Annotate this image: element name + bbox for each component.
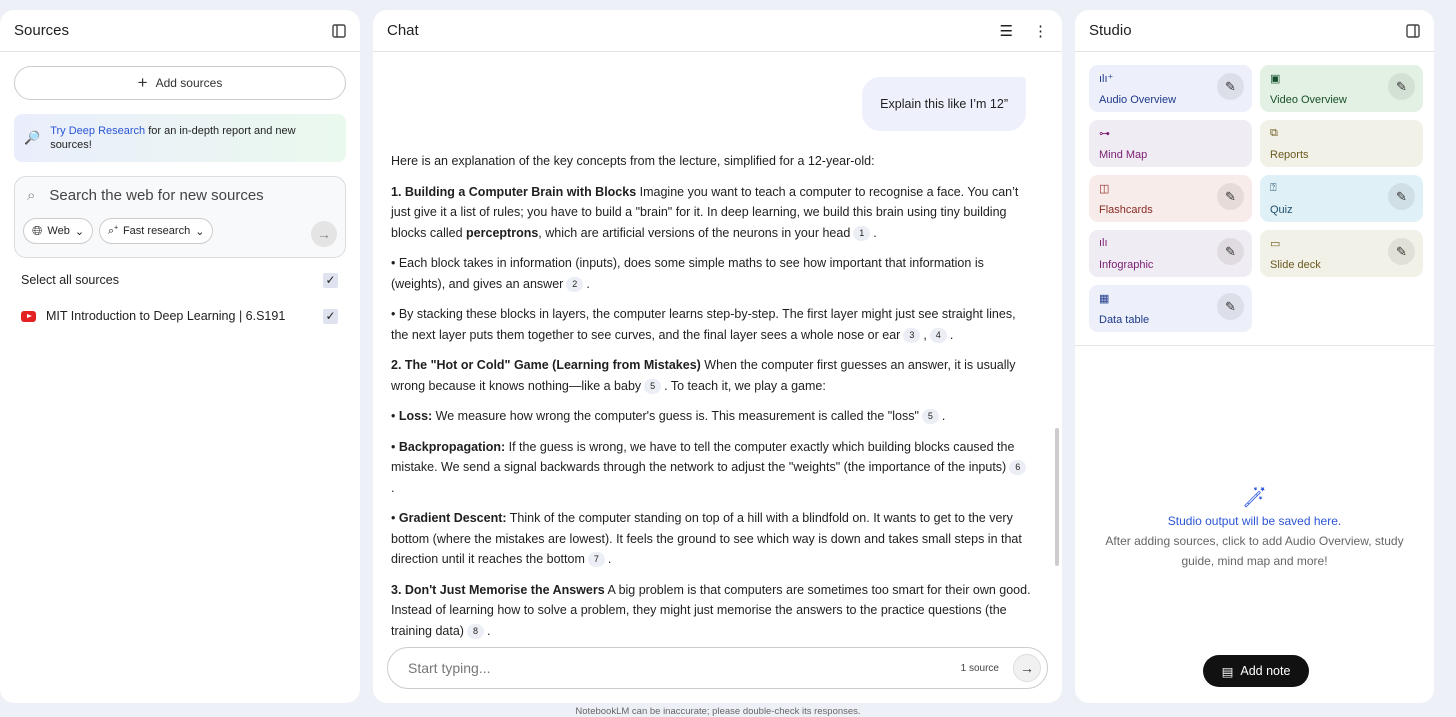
- empty-description: After adding sources, click to add Audio Overview, study guide, mind map and more!: [1105, 534, 1404, 568]
- message-paragraph: [391, 355, 1032, 396]
- message-text: .: [949, 327, 954, 342]
- studio-tile-flashcards[interactable]: [1089, 175, 1252, 222]
- studio-tile-audio-overview[interactable]: [1089, 65, 1252, 112]
- citation-chip[interactable]: 8: [467, 624, 484, 639]
- add-sources-button[interactable]: [14, 66, 346, 100]
- source-title: MIT Introduction to Deep Learning | 6.S191: [46, 309, 286, 323]
- message-text: We measure how wrong the computer's guess is. This measurement is called the "loss": [432, 409, 919, 423]
- add-note-label: Add note: [1240, 664, 1291, 678]
- message-text: .: [607, 552, 612, 566]
- deep-research-text: for an in-depth report and new sources!: [50, 125, 296, 151]
- tile-label: Audio Overview: [1099, 94, 1177, 106]
- chat-panel: [373, 10, 1062, 703]
- studio-tile-reports[interactable]: [1260, 120, 1423, 167]
- message-text: If the guess is wrong, we have to tell the computer exactly which building blocks caused the mistake. We send a signal backwards through the network to adjust the "weights" (the importance of the inputs): [391, 439, 1015, 474]
- studio-tile-slide-deck[interactable]: [1260, 230, 1423, 277]
- studio-tile-data-table[interactable]: [1089, 285, 1252, 332]
- more-vert-icon[interactable]: ⋮: [1033, 22, 1048, 40]
- tile-icon: ▭: [1270, 238, 1281, 250]
- studio-empty-state: [1075, 485, 1434, 571]
- web-search-box: [14, 176, 346, 258]
- message-text: Imagine you want to teach a computer to recognise a face. You can’t just give it a list of rules; you have to build a "brain" for it. In deep learning, we build this brain using tiny building blocks called: [391, 184, 1019, 240]
- sparkle-search-icon: ⌕⁺: [108, 224, 118, 237]
- message-text: .: [941, 409, 946, 423]
- studio-tile-infographic[interactable]: [1089, 230, 1252, 277]
- search-icon: ⌕: [27, 187, 36, 204]
- edit-pencil-icon[interactable]: ✎: [1217, 73, 1244, 100]
- source-item[interactable]: [0, 298, 360, 334]
- tile-icon: ⧉: [1270, 127, 1278, 139]
- citation-chip[interactable]: 7: [588, 552, 605, 567]
- message-text: •: [391, 409, 399, 423]
- citation-chip[interactable]: 5: [644, 379, 661, 394]
- message-text: .: [486, 623, 491, 638]
- message-text: . To teach it, we play a game:: [664, 378, 826, 393]
- research-label: Fast research: [122, 225, 191, 237]
- collapse-panel-icon[interactable]: [1406, 24, 1420, 38]
- studio-tiles: [1075, 52, 1434, 346]
- message-paragraph: [391, 406, 1032, 427]
- assistant-message: [391, 131, 1032, 641]
- tile-icon: ılı: [1099, 237, 1108, 249]
- search-submit-button[interactable]: →: [311, 221, 337, 247]
- note-icon: ▤: [1221, 664, 1234, 679]
- web-label: Web: [47, 225, 70, 237]
- studio-panel: [1075, 10, 1434, 703]
- chevron-down-icon: ⌄: [195, 225, 205, 238]
- message-text: When the computer first guesses an answer, it is usually wrong because it knows nothing—like a baby: [391, 358, 1016, 393]
- studio-title: Studio: [1089, 22, 1132, 39]
- message-text: A big problem is that computers are sometimes too smart for their own good. Instead of learning how to solve a problem, they might just memorise the answers to the practice questions (the training data): [391, 582, 1031, 638]
- message-text: .: [873, 225, 877, 240]
- edit-pencil-icon[interactable]: ✎: [1388, 238, 1415, 265]
- studio-tile-mind-map[interactable]: [1089, 120, 1252, 167]
- sources-title: Sources: [14, 22, 70, 39]
- message-paragraph: [391, 437, 1032, 499]
- studio-tile-video-overview[interactable]: [1260, 65, 1423, 112]
- message-text: Think of the computer standing on top of a hill with a blindfold on. It wants to get to the very bottom (where the mistakes are lowest). It feels the ground to see which way is down and takes small steps in that direction until it reaches the bottom: [391, 511, 1022, 566]
- message-text: •: [391, 511, 399, 525]
- source-count: 1 source: [960, 662, 999, 674]
- edit-pencil-icon[interactable]: ✎: [1217, 238, 1244, 265]
- tile-icon: ılı⁺: [1099, 73, 1114, 85]
- citation-chip[interactable]: 1: [853, 226, 870, 241]
- select-all-row[interactable]: [0, 262, 360, 298]
- select-all-checkbox[interactable]: ✓: [323, 273, 338, 288]
- message-paragraph: [391, 508, 1032, 570]
- tile-icon: ⊶: [1099, 128, 1110, 140]
- chat-input[interactable]: [387, 647, 1048, 689]
- chat-messages: [373, 53, 1062, 643]
- research-mode-dropdown[interactable]: [99, 218, 213, 244]
- citation-chip[interactable]: 6: [1009, 460, 1026, 475]
- sources-panel: [0, 10, 360, 703]
- globe-icon: 🌐︎: [32, 223, 43, 238]
- message-text: 2. The "Hot or Cold" Game (Learning from Mistakes): [391, 358, 701, 372]
- send-button[interactable]: →: [1013, 654, 1041, 682]
- citation-chip[interactable]: 4: [930, 328, 947, 343]
- message-text: 3. Don't Just Memorise the Answers: [391, 582, 605, 597]
- message-text: ,: [923, 327, 927, 342]
- edit-pencil-icon[interactable]: ✎: [1388, 73, 1415, 100]
- tile-icon: ▣: [1270, 73, 1281, 85]
- tile-label: Slide deck: [1270, 259, 1321, 271]
- message-text: Loss:: [398, 409, 433, 423]
- tile-label: Mind Map: [1099, 149, 1148, 161]
- edit-pencil-icon[interactable]: ✎: [1217, 183, 1244, 210]
- chat-scrollbar[interactable]: [1055, 428, 1059, 566]
- tile-icon: ⍰: [1270, 182, 1277, 194]
- add-note-button[interactable]: [1203, 655, 1309, 687]
- tile-label: Infographic: [1099, 259, 1154, 271]
- message-paragraph: [391, 580, 1032, 642]
- select-all-label: Select all sources: [21, 273, 119, 287]
- edit-pencil-icon[interactable]: ✎: [1388, 183, 1415, 210]
- edit-pencil-icon[interactable]: ✎: [1217, 293, 1244, 320]
- message-text: Backpropagation:: [398, 439, 506, 454]
- message-paragraph: [391, 304, 1032, 345]
- tile-label: Data table: [1099, 314, 1150, 326]
- tile-label: Video Overview: [1270, 94, 1347, 106]
- tune-icon[interactable]: ☰: [999, 22, 1013, 40]
- message-text: .: [586, 276, 590, 291]
- message-paragraph: [391, 151, 1032, 172]
- disclaimer: NotebookLM can be inaccurate; please double-check its responses.: [575, 706, 861, 717]
- studio-tile-quiz[interactable]: [1260, 175, 1423, 222]
- tile-icon: ▦: [1099, 293, 1110, 305]
- user-message: Explain this like I’m 12”: [862, 77, 1026, 131]
- youtube-icon: [21, 311, 36, 322]
- message-text: • Each block takes in information (inputs), does some simple maths to see how important that information is (weights), and gives an answer: [391, 256, 984, 291]
- chat-title: Chat: [387, 22, 419, 39]
- message-paragraph: [391, 253, 1032, 294]
- add-sources-label: Add sources: [155, 76, 223, 90]
- message-text: Here is an explanation of the key concepts from the lecture, simplified for a 12-year-old:: [391, 154, 875, 168]
- tile-label: Reports: [1270, 149, 1309, 161]
- message-paragraph: [391, 182, 1032, 244]
- message-text: 1. Building a Computer Brain with Blocks: [391, 184, 637, 199]
- web-dropdown[interactable]: [23, 218, 93, 244]
- message-text: .: [391, 480, 395, 495]
- magic-wand-icon: 🪄︎: [1241, 487, 1268, 509]
- citation-chip[interactable]: 2: [566, 277, 583, 292]
- tile-label: Flashcards: [1099, 204, 1153, 216]
- message-text: •: [391, 439, 399, 454]
- citation-chip[interactable]: 3: [903, 328, 920, 343]
- tile-icon: ◫: [1099, 183, 1110, 195]
- message-text: Gradient Descent:: [398, 511, 507, 525]
- tile-label: Quiz: [1270, 204, 1293, 216]
- message-text: • By stacking these blocks in layers, the computer learns step-by-step. The first layer might just see straight lines, the next layer puts them together to see curves, and the final layer sees a whole nose or ear: [391, 307, 1016, 342]
- message-text: , which are artificial versions of the neurons in your head: [538, 225, 851, 240]
- plus-icon: +: [137, 73, 148, 92]
- message-text: perceptrons: [466, 225, 539, 240]
- source-checkbox[interactable]: ✓: [323, 309, 338, 324]
- chat-input-placeholder: Start typing...: [408, 660, 491, 676]
- empty-title: Studio output will be saved here.: [1167, 514, 1342, 528]
- chevron-down-icon: ⌄: [74, 225, 85, 238]
- magnifier-icon: 🔎: [24, 130, 41, 145]
- deep-research-link[interactable]: Try Deep Research: [50, 125, 146, 137]
- search-input[interactable]: Search the web for new sources: [49, 187, 264, 204]
- deep-research-banner: [14, 114, 346, 162]
- citation-chip[interactable]: 5: [922, 409, 939, 424]
- collapse-panel-icon[interactable]: [332, 24, 346, 38]
